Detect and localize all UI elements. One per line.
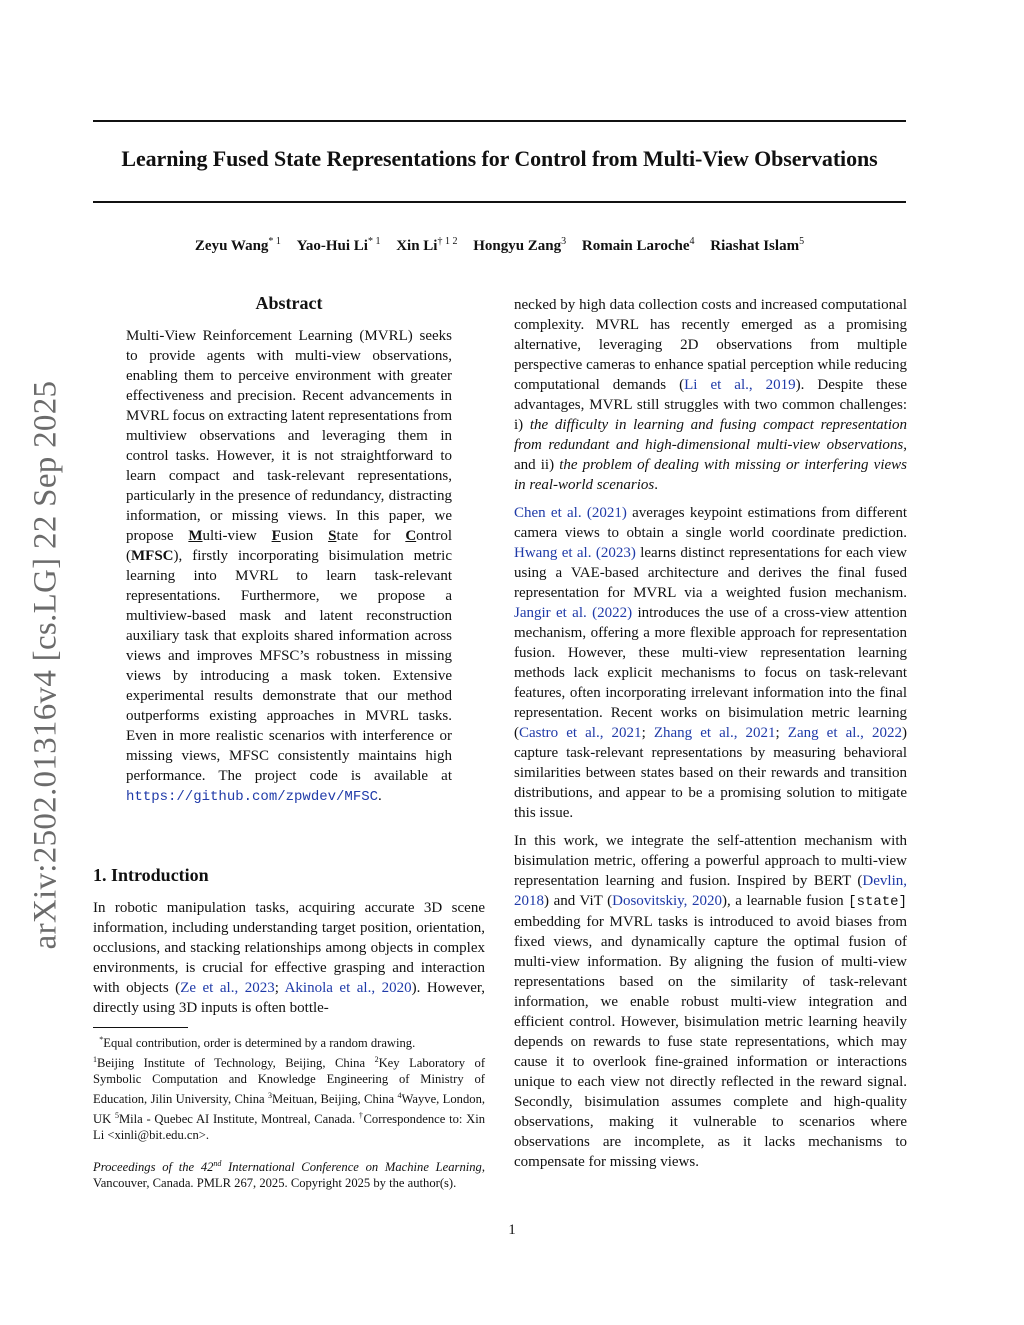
citation-link[interactable]: Chen et al. (2021) (514, 505, 627, 521)
contribution-paragraph: In this work, we integrate the self-attention mechanism with bisimulation metric, offering a powerful approach to multi-view representation learning and fusion. Inspired by BERT (Devlin, 2018) and ViT (Dosovitskiy, 2020), a learnable fusion [state] embedding for MVRL tasks is introduced to avoid biases from fixed views, and dynamically capture the optimal fusion of multi-view information. By aligning the fusion of multi-view representations based on the similarity of task-relevant information, we enable robust multi-view integration and efficient control. However, bisimulation metric learning heavily depends on rewards to fuse state representations, which may cause it to overlook fine-grained information or interactions unique to each view not directly reflected in the reward signal. Secondly, bisimulation assumes complete and high-quality observations, making it vulnerable to scenarios where observations are incomplete, as it lacks mechanisms to compensate for missing views. (514, 833, 907, 1170)
citation-link[interactable]: Devlin, 2018 (514, 873, 907, 909)
author: Riashat Islam$^5$ (710, 236, 805, 254)
project-code-link[interactable]: https://github.com/zpwdev/MFSC (126, 789, 379, 805)
introduction-heading: 1. Introduction (93, 865, 209, 885)
introduction-paragraph: In robotic manipulation tasks, acquiring accurate 3D scene information, including understanding target position, orientation, occlusions, and stacking relationships among objects in complex environments, is crucial for effective grasping and interaction with objects (Ze et al., 2023; Akinola et al., 2020). However, directly using 3D inputs is often bottle- (93, 900, 485, 1016)
proceedings-note: Proceedings of the 42nd International Conference on Machine Learning, Vancouver, Canada. PMLR 267, 2025. Copyright 2025 by the author(s). (93, 1158, 485, 1191)
abstract-section (126, 292, 452, 807)
citation-link[interactable]: Dosovitskiy, 2020 (612, 893, 722, 909)
citation-link[interactable]: Zang et al., 2022 (787, 725, 902, 741)
citation-link[interactable]: Ze et al., 2023 (180, 980, 275, 996)
author: Xin $Li^{\dagger 1 2}$ (396, 236, 458, 254)
abstract-heading: Abstract (255, 293, 323, 313)
arxiv-identifier: arXiv:2502.01316v4 [cs.LG] 22 Sep 2025 (27, 380, 64, 950)
introduction-section (93, 864, 485, 1018)
citation-link[interactable]: Zhang et al., 2021 (653, 725, 776, 741)
related-work-paragraph: Chen et al. (2021) averages keypoint estimations from different camera views to obtain a single world coordinate prediction. Hwang et al. (2023) learns distinct representations for each view using a VAE-based architecture and derives the final fused representation for MVRL via a weighted fusion mechanism. Jangir et al. (2022) introduces the use of a cross-view attention mechanism, offering a more flexible approach for representation fusion. However, these multi-view representation learning methods lack explicit mechanisms to focus on task-relevant features, often incorporating irrelevant information into the final representation. Recent works on bisimulation metric learning (Castro et al., 2021; Zhang et al., 2021; Zang et al., 2022) capture task-relevant representations by measuring behavioral similarities between states based on their rewards and transition distributions, and appear to be a promising solution to mitigate this issue. (514, 505, 907, 821)
citation-link[interactable]: Hwang et al. (2023) (514, 545, 636, 561)
author: Romain Laroche$^4$ (581, 236, 695, 254)
author-list (93, 236, 906, 255)
author: Zeyu Wang$^{* 1}$ (194, 236, 281, 254)
title-rule-top (93, 120, 906, 122)
citation-link[interactable]: Akinola et al., 2020 (284, 980, 412, 996)
abstract-body: Multi-View Reinforcement Learning (MVRL) seeks to provide agents with multi-view observations, enabling them to perceive environment with greater effectiveness and precision. Recent advancements in MVRL focus on extracting latent representations from multiview observations and leveraging them in control tasks. However, it is not straightforward to learn compact and task-relevant representations, particularly in the presence of redundancy, distracting information, or missing views. In this paper, we propose Multi-view Fusion State for Control (MFSC), firstly incorporating bisimulation metric learning into MVRL to learn task-relevant representations. Furthermore, we propose a multiview-based mask and latent reconstruction auxiliary task that exploits shared information across views and improves MFSC’s robustness in missing views by introducing a mask token. Extensive experimental results demonstrate that our method outperforms existing approaches in MVRL tasks. Even in more realistic scenarios with interference or missing views, MFSC consistently maintains high performance. The project code is available at https://github.com/zpwdev/MFSC. (126, 328, 453, 805)
page-number: 1 (508, 1222, 516, 1238)
citation-link[interactable]: Li et al., 2019 (684, 377, 796, 393)
footnote-rule (93, 1027, 188, 1028)
footnote-affiliations: *Equal contribution, order is determined by a random drawing. $^1$Beijing Institute of Technology, Beijing, China $^2$Key Laboratory of Symbolic Computation and Knowledge Engineering of Ministry of Education, Jilin University, China $^3$Meituan, Beijing, China $^4$Wayve, London, UK $^5$Mila - Quebec AI Institute, Montreal, Canada. †Correspondence to: Xin Li <xinli@bit.edu.cn>. (93, 1035, 486, 1143)
citation-link[interactable]: Castro et al., 2021 (519, 725, 642, 741)
paper-title: Learning Fused State Representations for Control from Multi-View Observations (121, 146, 878, 171)
footnotes (93, 1032, 485, 1192)
state-token-code: [state] (848, 894, 907, 910)
citation-link[interactable]: Jangir et al. (2022) (514, 605, 633, 621)
author: Yao-Hui Li$^{* 1}$ (296, 236, 381, 254)
right-column (514, 295, 907, 1180)
author: Hongyu Zang$^3$ (473, 236, 567, 254)
title-rule-bottom (93, 201, 906, 203)
introduction-paragraph-continued: necked by high data collection costs and increased computational complexity. MVRL has recently emerged as a promising alternative, leveraging 2D observations from multiple perspective cameras to enhance spatial perception while reducing computational demands (Li et al., 2019). Despite these advantages, MVRL still struggles with two common challenges: i) the difficulty in learning and fusing compact representation from redundant and high-dimensional multi-view observations, and ii) the problem of dealing with missing or interfering views in real-world scenarios. (514, 297, 908, 493)
